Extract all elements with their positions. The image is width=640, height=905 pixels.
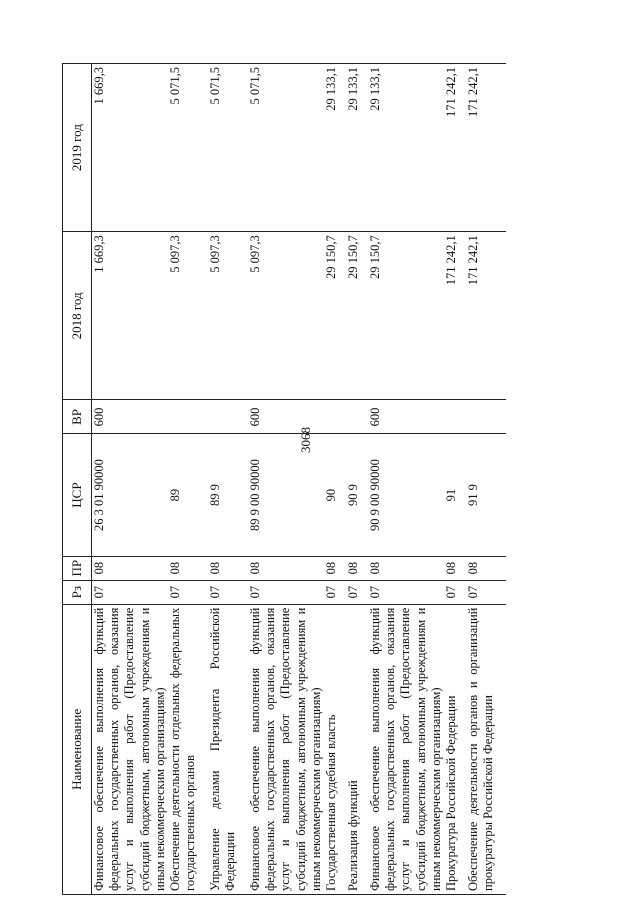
row-2018: 29 150,7 — [324, 232, 346, 400]
row-csr: 89 — [168, 434, 208, 556]
table-row — [208, 64, 248, 895]
row-pr: 08 — [248, 556, 324, 580]
row-2019: 5 071,5 — [248, 64, 324, 232]
header-2019: 2019 год — [63, 64, 92, 232]
page-number: 3068 — [298, 427, 313, 453]
row-pr: 08 — [346, 556, 368, 580]
table-row — [368, 64, 444, 895]
row-2018: 171 242,1 — [444, 232, 466, 400]
row-name: Реализация функций — [346, 604, 368, 894]
header-2018: 2018 год — [63, 232, 92, 400]
row-name: Финансовое обеспечение выполнения функций федеральных государственных органов, оказания услуг и выполнения работ (Предоставление субсидий бюджетным, автономным учреждениям и иным некоммерческим организациям) — [368, 604, 444, 894]
row-2018: 5 097,3 — [248, 232, 324, 400]
header-pr: ПР — [63, 556, 92, 580]
row-2019: 5 071,5 — [168, 64, 208, 232]
row-rz: 07 — [248, 580, 324, 604]
row-csr: 26 3 01 90000 — [92, 434, 169, 556]
row-csr: 90 — [324, 434, 346, 556]
row-pr: 08 — [168, 556, 208, 580]
row-vr: 600 — [368, 400, 444, 434]
row-rz: 07 — [324, 580, 346, 604]
row-2019: 171 242,1 — [466, 64, 506, 232]
table-row — [466, 64, 506, 895]
row-vr — [324, 400, 346, 434]
header-csr: ЦСР — [63, 434, 92, 556]
row-2019: 29 133,1 — [346, 64, 368, 232]
row-2018: 29 150,7 — [368, 232, 444, 400]
row-vr — [168, 400, 208, 434]
row-rz: 07 — [368, 580, 444, 604]
row-rz: 07 — [92, 580, 169, 604]
table-row — [444, 64, 466, 895]
row-2019: 29 133,1 — [324, 64, 346, 232]
row-csr: 89 9 00 90000 — [248, 434, 324, 556]
row-2018: 5 097,3 — [208, 232, 248, 400]
row-2018: 171 242,1 — [466, 232, 506, 400]
row-name: Финансовое обеспечение выполнения функций федеральных государственных органов, оказания услуг и выполнения работ (Предоставление субсидий бюджетным, автономным учреждениям и иным некоммерческим организациям) — [92, 604, 169, 894]
row-name: Государственная судебная власть — [324, 604, 346, 894]
row-2019: 171 242,1 — [444, 64, 466, 232]
row-rz: 07 — [346, 580, 368, 604]
row-name: Прокуратура Российской Федерации — [444, 604, 466, 894]
row-2018: 5 097,3 — [168, 232, 208, 400]
row-rz: 07 — [208, 580, 248, 604]
row-csr: 90 9 — [346, 434, 368, 556]
row-pr: 08 — [92, 556, 169, 580]
row-2019: 1 669,3 — [92, 64, 169, 232]
row-rz: 07 — [168, 580, 208, 604]
row-csr: 91 9 — [466, 434, 506, 556]
row-pr: 08 — [466, 556, 506, 580]
row-csr: 89 9 — [208, 434, 248, 556]
row-rz: 07 — [466, 580, 506, 604]
table-row — [248, 64, 324, 895]
row-2018: 29 150,7 — [346, 232, 368, 400]
row-name: Обеспечение деятельности органов и организаций прокуратуры Российской Федерации — [466, 604, 506, 894]
table-row — [92, 64, 169, 895]
header-name: Наименование — [63, 604, 92, 894]
row-vr: 600 — [92, 400, 169, 434]
row-name: Управление делами Президента Российской Федерации — [208, 604, 248, 894]
row-vr — [444, 400, 466, 434]
row-2018: 1 669,3 — [92, 232, 169, 400]
table-row — [346, 64, 368, 895]
budget-table — [62, 63, 506, 895]
row-pr: 08 — [324, 556, 346, 580]
row-pr: 08 — [444, 556, 466, 580]
row-name: Финансовое обеспечение выполнения функций федеральных государственных органов, оказания услуг и выполнения работ (Предоставление субсидий бюджетным, автономным учреждениям и иным некоммерческим организациям) — [248, 604, 324, 894]
row-name: Обеспечение деятельности отдельных федеральных государственных органов — [168, 604, 208, 894]
row-vr — [346, 400, 368, 434]
row-vr — [466, 400, 506, 434]
row-pr: 08 — [208, 556, 248, 580]
table-row — [168, 64, 208, 895]
row-vr: 600 — [248, 400, 324, 434]
row-rz: 07 — [444, 580, 466, 604]
rotated-page-content — [62, 63, 608, 895]
table-row — [324, 64, 346, 895]
row-vr — [208, 400, 248, 434]
table-header-row — [63, 64, 92, 895]
row-2019: 5 071,5 — [208, 64, 248, 232]
row-csr: 91 — [444, 434, 466, 556]
header-vr: ВР — [63, 400, 92, 434]
row-csr: 90 9 00 90000 — [368, 434, 444, 556]
row-2019: 29 133,1 — [368, 64, 444, 232]
header-rz: Рз — [63, 580, 92, 604]
row-pr: 08 — [368, 556, 444, 580]
